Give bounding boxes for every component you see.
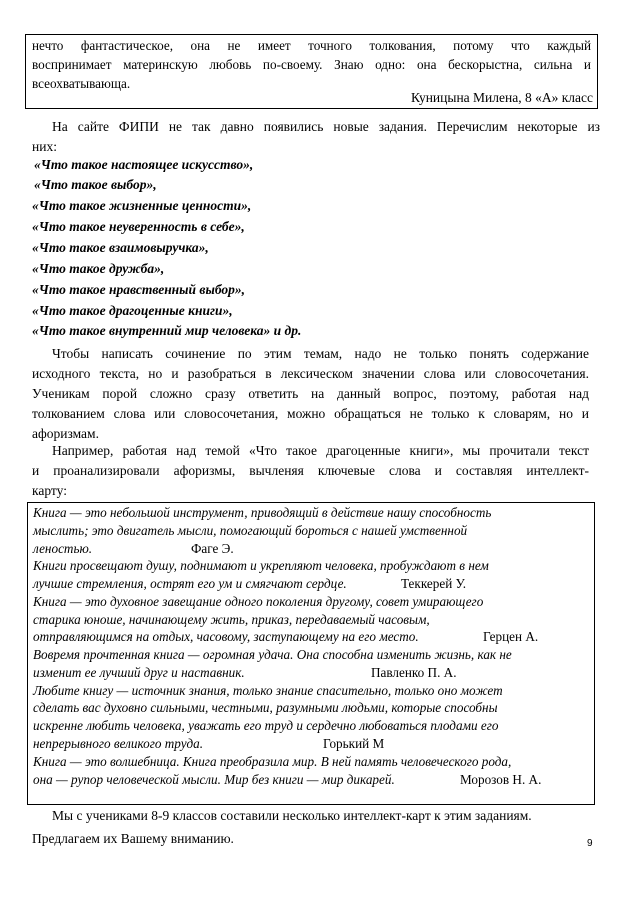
topic-item: «Что такое выбор», (34, 177, 157, 192)
paragraph-line: толкованием слова или словосочетания, можно обращаться не только к словарям, но и (32, 406, 589, 421)
body-paragraph-1 (32, 344, 589, 444)
quote-line: всеохватывающа. (32, 76, 131, 91)
paragraph-line: исходного текста, но и разобраться в лексическом значении слова или словосочетания. (32, 366, 589, 381)
topic-item: «Что такое дружба», (32, 261, 165, 276)
topic-item: «Что такое драгоценные книги», (32, 303, 233, 318)
paragraph-line: и проанализировали афоризмы, вычленяя ключевые слова и составляя интеллект- (32, 463, 589, 478)
aphorism-author: Фаге Э. (191, 541, 234, 556)
aphorism-author: Павленко П. А. (371, 665, 457, 680)
aphorism-line: отправляющимся на отдых, часовому, заступающему на его место. Герцен А. (33, 629, 539, 644)
paragraph-line: карту: (32, 483, 67, 498)
aphorism-line: леностью. Фаге Э. (33, 541, 234, 556)
aphorism-line: Любите книгу — источник знания, только знание спасительно, только оно может (33, 683, 503, 698)
topic-item: «Что такое настоящее искусство», (34, 157, 254, 172)
topic-item: «Что такое внутренний мир человека» и др. (32, 323, 302, 338)
intro-line: них: (32, 139, 57, 154)
topic-item: «Что такое взаимовыручка», (32, 240, 209, 255)
quote-line: воспринимает материнскую любовь по-своему. Знаю одно: она бескорыстна, сильна и (32, 57, 591, 72)
aphorism-author: Горький М (323, 736, 385, 751)
body-paragraph-2 (32, 441, 589, 501)
aphorism-line: непрерывного великого труда. Горький М (33, 736, 385, 751)
topic-item: «Что такое жизненные ценности», (32, 198, 252, 213)
paragraph-line: Ученикам порой сложно сразу ответить на данный вопрос, поэтому, работая над (32, 386, 589, 401)
aphorism-author: Герцен А. (483, 629, 539, 644)
aphorism-line: изменит ее лучший друг и наставник. Павленко П. А. (33, 665, 457, 680)
quote-box (25, 34, 598, 109)
intro-paragraph (32, 117, 600, 157)
aphorism-author: Морозов Н. А. (460, 772, 542, 787)
aphorism-line: Книга — это духовное завещание одного поколения другому, совет умирающего (33, 594, 484, 609)
paragraph-line: афоризмам. (32, 426, 99, 441)
intro-line: На сайте ФИПИ не так давно появились новые задания. Перечислим некоторые из (52, 119, 600, 134)
aphorism-line: искренне любить человека, уважать его труд и сердечно любоваться плодами его (33, 718, 499, 733)
paragraph-line: Например, работая над темой «Что такое драгоценные книги», мы прочитали текст (52, 443, 589, 458)
topic-item: «Что такое нравственный выбор», (32, 282, 246, 297)
aphorism-line: сделать вас духовно сильными, честными, разумными людьми, которые способны (33, 700, 498, 715)
quote-signature: Куницына Милена, 8 «А» класс (410, 90, 593, 105)
page-number: 9 (587, 838, 593, 849)
aphorism-author: Теккерей У. (401, 576, 467, 591)
aphorism-line: мыслить; это двигатель мысли, помогающий бороться с нашей умственной (33, 523, 468, 538)
aphorism-line: Книги просвещают душу, поднимают и укрепляют человека, пробуждают в нем (33, 558, 489, 573)
aphorism-box (27, 502, 595, 805)
aphorism-line: лучшие стремления, острят его ум и смягчают сердце. Теккерей У. (33, 576, 467, 591)
aphorism-line: Книга — это волшебница. Книга преобразила мир. В ней память человеческого рода, (33, 754, 512, 769)
paragraph-line: Чтобы написать сочинение по этим темам, надо не только понять содержание (52, 346, 589, 361)
aphorism-line: старика юноше, начинающему жить, приказ, передаваемый часовым, (33, 612, 430, 627)
aphorism-line: Книга — это небольшой инструмент, приводящий в действие нашу способность (33, 505, 492, 520)
quote-line: нечто фантастическое, она не имеет точного толкования, потому что каждый (32, 38, 591, 53)
closing-line: Предлагаем их Вашему вниманию. (32, 831, 234, 846)
aphorism-line: она — рупор человеческой мысли. Мир без книги — мир дикарей. Морозов Н. А. (33, 772, 542, 787)
closing-line: Мы с учениками 8-9 классов составили несколько интеллект-карт к этим заданиям. (52, 808, 532, 823)
topic-item: «Что такое неуверенность в себе», (32, 219, 245, 234)
aphorism-line: Вовремя прочтенная книга — огромная удача. Она способна изменить жизнь, как не (33, 647, 512, 662)
